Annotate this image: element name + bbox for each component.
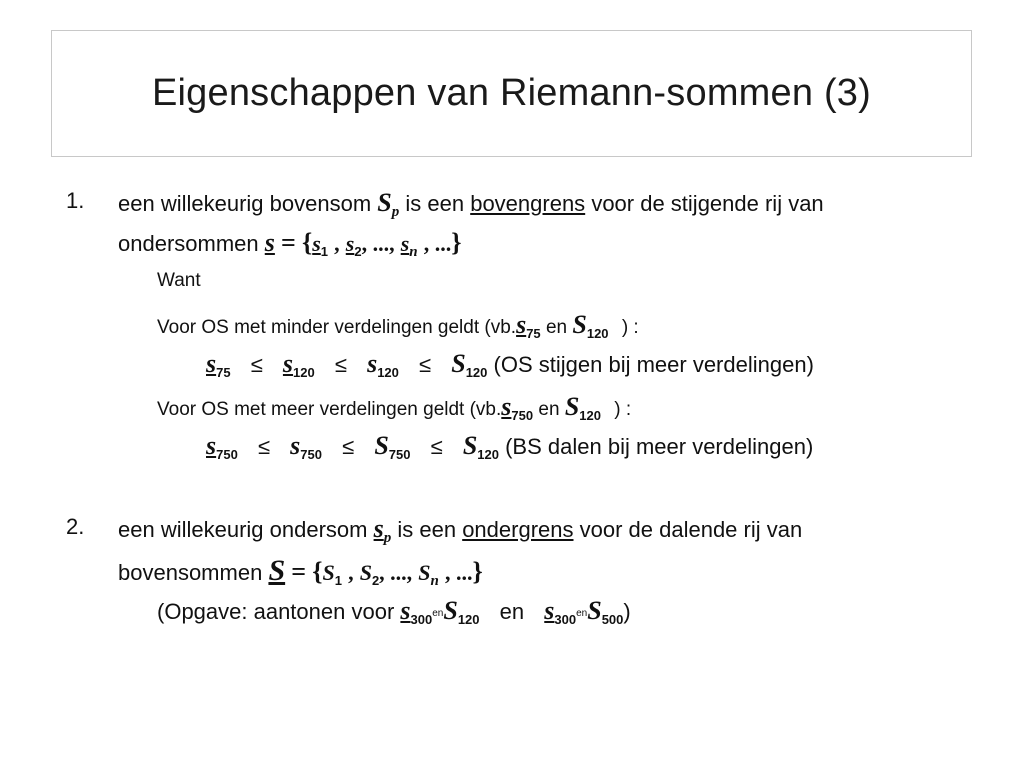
os-minder-text: Voor OS met minder verdelingen geldt (vb. bbox=[157, 317, 517, 338]
ondergrens-term: ondergrens bbox=[462, 517, 574, 542]
item1-statement bbox=[118, 190, 824, 220]
ineq1-c: s bbox=[367, 349, 378, 378]
ineq2-d: S bbox=[462, 431, 478, 460]
opgave-line bbox=[157, 598, 631, 626]
math-dots1: , ..., bbox=[361, 231, 395, 256]
item2-text-b: is een bbox=[397, 517, 457, 542]
item2-statement bbox=[118, 516, 802, 546]
os-meer-close: ) : bbox=[614, 399, 632, 420]
bovengrens-term: bovengrens bbox=[470, 191, 586, 216]
item2-set-line bbox=[118, 556, 483, 589]
math-S1: S bbox=[322, 560, 335, 585]
ineq1-b-sub: 120 bbox=[293, 365, 315, 380]
want-label: Want bbox=[157, 270, 201, 291]
os-meer-line bbox=[157, 394, 631, 422]
ineq2-op3: ≤ bbox=[430, 434, 443, 459]
ineq1-note: (OS stijgen bij meer verdelingen) bbox=[493, 352, 814, 377]
math-S120: S bbox=[572, 310, 587, 339]
item1-set-line bbox=[118, 230, 461, 260]
math-dots4: , ... bbox=[445, 560, 473, 585]
ineq2-b-sub: 750 bbox=[300, 447, 322, 462]
math-S2-sub: 2 bbox=[371, 573, 380, 588]
item1-line1 bbox=[66, 190, 84, 212]
opgave-S500: S bbox=[587, 596, 602, 625]
opgave-en-mid: en bbox=[499, 599, 525, 624]
ineq2-b: s bbox=[290, 431, 301, 460]
ineq2-c-sub: 750 bbox=[388, 447, 411, 462]
math-Sp: Sp bbox=[377, 188, 400, 220]
os-meer-en: en bbox=[538, 399, 560, 420]
ineq1-b: s bbox=[282, 349, 294, 378]
ineq2-a-sub: 750 bbox=[216, 447, 238, 462]
math-S120b: S bbox=[564, 392, 580, 421]
math-S1-sub: 1 bbox=[334, 573, 342, 588]
math-lbrace: { bbox=[301, 228, 313, 257]
ineq2-c: S bbox=[374, 431, 389, 460]
math-rbrace2: } bbox=[472, 557, 483, 586]
inequality-2 bbox=[206, 433, 813, 461]
item2-text-a: een willekeurig ondersom bbox=[118, 517, 368, 542]
math-s1: s bbox=[312, 231, 321, 256]
ineq2-d-sub: 120 bbox=[477, 447, 499, 462]
ineq2-op1: ≤ bbox=[257, 434, 271, 459]
math-Sn: S bbox=[418, 560, 431, 585]
item1-text-c: voor de stijgende rij van bbox=[591, 191, 824, 216]
os-meer-text: Voor OS met meer verdelingen geldt (vb. bbox=[157, 399, 502, 420]
opgave-en1: en bbox=[432, 608, 444, 619]
opgave-s300b-sub: 300 bbox=[554, 612, 577, 627]
ineq2-op2: ≤ bbox=[342, 434, 355, 459]
math-S2: S bbox=[359, 560, 372, 585]
math-dots3: , ..., bbox=[379, 560, 413, 585]
ineq1-op2: ≤ bbox=[334, 352, 347, 377]
math-eq: = bbox=[281, 228, 296, 257]
ineq1-op3: ≤ bbox=[419, 352, 432, 377]
math-set-S: S bbox=[268, 554, 286, 587]
opgave-S120-sub: 120 bbox=[457, 612, 480, 627]
ineq1-d-sub: 120 bbox=[465, 365, 488, 380]
inequality-1 bbox=[206, 351, 814, 379]
item1-number: 1. bbox=[66, 188, 85, 213]
math-sn-sub: n bbox=[409, 244, 418, 260]
ineq1-c-sub: 120 bbox=[377, 365, 399, 380]
ineq2-note: (BS dalen bij meer verdelingen) bbox=[505, 434, 814, 459]
math-dots2: , ... bbox=[423, 231, 452, 256]
math-s75: s bbox=[516, 310, 527, 339]
item2-line1 bbox=[66, 516, 84, 538]
math-sp: sp bbox=[373, 514, 392, 546]
opgave-close: ) bbox=[623, 599, 631, 624]
math-comma: , bbox=[334, 231, 340, 256]
math-lbrace2: { bbox=[312, 557, 323, 586]
opgave-s300b: s bbox=[544, 596, 555, 625]
math-eq2: = bbox=[291, 557, 307, 586]
math-S120-sub: 120 bbox=[586, 326, 609, 341]
opgave-s300a: s bbox=[400, 596, 411, 625]
math-s75-sub: 75 bbox=[526, 326, 541, 341]
math-set-s: s bbox=[264, 228, 275, 257]
math-s1-sub: 1 bbox=[320, 244, 329, 259]
math-s2-sub: 2 bbox=[354, 244, 362, 259]
slide-title: Eigenschappen van Riemann-sommen (3) bbox=[151, 72, 871, 114]
math-comma2: , bbox=[348, 560, 354, 585]
math-rbrace: } bbox=[451, 228, 462, 257]
item2-number: 2. bbox=[66, 514, 85, 539]
title-box bbox=[51, 30, 972, 157]
opgave-s300a-sub: 300 bbox=[410, 612, 433, 627]
item2-line2-text: bovensommen bbox=[118, 560, 263, 585]
ineq1-d: S bbox=[451, 349, 466, 378]
ineq1-op1: ≤ bbox=[250, 352, 263, 377]
opgave-text: (Opgave: aantonen voor bbox=[157, 599, 395, 624]
item1-text-a: een willekeurig bovensom bbox=[118, 191, 372, 216]
opgave-en2: en bbox=[576, 608, 588, 619]
math-sn: s bbox=[400, 231, 410, 256]
item1-text-b: is een bbox=[405, 191, 465, 216]
item2-text-c: voor de dalende rij van bbox=[579, 517, 803, 542]
opgave-S120: S bbox=[443, 596, 458, 625]
math-Sn-sub: n bbox=[430, 573, 439, 589]
math-s750: s bbox=[501, 392, 512, 421]
ineq1-a: s bbox=[206, 349, 217, 378]
opgave-S500-sub: 500 bbox=[601, 612, 624, 627]
os-minder-line bbox=[157, 312, 639, 340]
os-minder-close: ) : bbox=[621, 317, 639, 338]
ineq2-a: s bbox=[206, 431, 217, 460]
os-minder-en: en bbox=[545, 317, 568, 338]
math-s2: s bbox=[345, 231, 355, 256]
math-S120b-sub: 120 bbox=[579, 408, 601, 423]
ineq1-a-sub: 75 bbox=[216, 365, 231, 380]
math-s750-sub: 750 bbox=[511, 408, 534, 423]
item1-line2-text: ondersommen bbox=[118, 231, 259, 256]
